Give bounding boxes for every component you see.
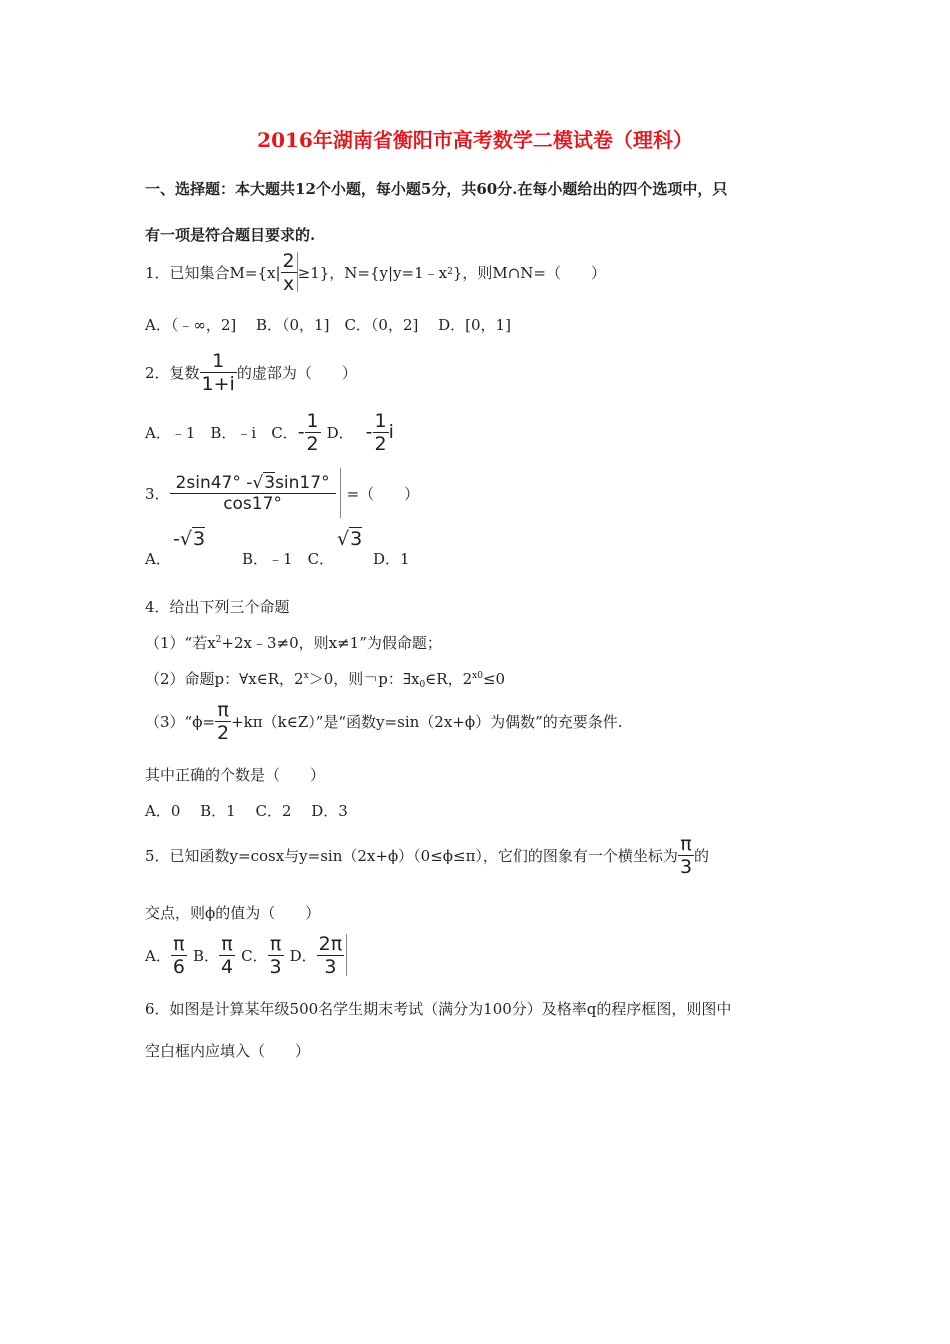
q3-opt-c-value: √3 [337, 528, 363, 550]
q5-c-fraction [268, 933, 284, 978]
q5-d-den: 3 [317, 955, 345, 978]
q1-frac-den: x [281, 272, 297, 295]
q5-a-label: A． [145, 946, 171, 965]
question-5-options [145, 932, 347, 978]
question-1-options: A．（﹣∞，2] B．（0，1] C．（0，2] D．[0，1] [145, 316, 511, 334]
q4-p2-c: ∈R，2 [425, 670, 473, 688]
q2-opt-c-sign: - [297, 421, 305, 443]
q2-opt-d-label: D． [326, 423, 354, 442]
q5-b-den: 4 [220, 955, 234, 978]
q4-p2-sup2: x0 [472, 671, 483, 681]
q3-numerator: 2sin47° -√3sin17° [175, 472, 330, 493]
q3-opt-c-rad: 3 [350, 528, 363, 550]
q2-opt-d-fraction [373, 410, 389, 455]
q5-text-pre: 5．已知函数y=cosx与y=sin（2x+ϕ）（0≤ϕ≤π），它们的图象有一个横坐标为 [145, 846, 678, 865]
q2-opt-c-num: 1 [306, 409, 319, 432]
q5-bar [346, 934, 347, 976]
q5-c-label: C． [241, 946, 268, 965]
q5-frac-num: π [680, 832, 692, 855]
q3-num-d: sin17° [275, 472, 330, 493]
q2-text-post: 的虚部为（ ） [236, 363, 357, 382]
q5-a-fraction [171, 933, 187, 978]
question-1-stem [145, 250, 606, 294]
q5-fraction [678, 833, 694, 878]
q3-label: 3． [145, 484, 170, 503]
q1-sup: 2 [447, 267, 453, 277]
q5-b-num: π [221, 932, 233, 955]
question-4-prop-3 [145, 696, 623, 746]
q3-opt-a-sign: - [173, 528, 180, 550]
q3-denominator: cos17° [170, 493, 336, 514]
q4-p3-num: π [217, 698, 229, 721]
q5-b-label: B． [192, 946, 219, 965]
q2-opt-c-den: 2 [306, 432, 319, 455]
q3-opt-a-rad: 3 [192, 528, 206, 550]
q3-opt-a-value: -√3 [173, 528, 206, 550]
q5-c-num: π [269, 932, 282, 955]
question-6-line1: 6．如图是计算某年级500名学生期末考试（满分为100分）及格率q的程序框图，则图中 [145, 1000, 732, 1018]
q2-opt-d-den: 2 [374, 432, 387, 455]
q1-frac-num: 2 [282, 249, 295, 272]
q4-p2-a: （2）命题p：∀x∈R，2 [145, 670, 304, 688]
q4-p1-sup: 2 [215, 635, 222, 645]
q2-text-pre: 2．复数 [145, 363, 200, 382]
q3-num-b: - [246, 472, 253, 493]
question-3-stem [145, 466, 419, 520]
question-5-stem [145, 830, 709, 880]
question-4-options: A．0 B．1 C．2 D．3 [145, 802, 348, 820]
q5-d-fraction [317, 933, 345, 978]
question-4-stem: 4．给出下列三个命题 [145, 598, 290, 616]
q4-p2-d: ≤0 [482, 670, 506, 688]
q4-p2-sup: x [303, 671, 309, 681]
q2-opt-d-unit: i [388, 421, 394, 443]
q4-p1-b: +2x﹣3≠0，则x≠1”为假命题； [221, 634, 442, 652]
q5-d-num: 2π [318, 932, 343, 955]
question-5-line2: 交点，则ϕ的值为（ ） [145, 904, 321, 922]
q2-frac-num: 1 [212, 349, 225, 372]
q4-p3-den: 2 [217, 721, 230, 744]
q1-fraction [281, 250, 297, 295]
q5-frac-den: 3 [679, 855, 693, 878]
q2-opt-abc: A．﹣1 B．﹣i C． [145, 423, 298, 442]
q5-b-fraction [219, 933, 235, 978]
section-heading-line1: 一、选择题：本大题共12个小题，每小题5分，共60分.在每小题给出的四个选项中，只 [145, 180, 728, 198]
q5-a-den: 6 [172, 955, 185, 978]
q3-fraction [170, 473, 336, 514]
q5-text-post: 的 [694, 846, 710, 865]
q2-fraction [200, 350, 237, 395]
q4-p2-sub: 0 [419, 680, 426, 690]
q1-text-tail: }，则M∩N=（ ） [452, 263, 606, 282]
q3-opt-bc: B．﹣1 C． [242, 550, 335, 568]
q2-frac-den: 1+i [201, 372, 235, 395]
q4-p1-a: （1）“若x [145, 634, 216, 652]
q4-p3-fraction [215, 699, 231, 744]
q3-num-a: 2sin47° [175, 472, 241, 493]
question-4-ask: 其中正确的个数是（ ） [145, 766, 326, 784]
q1-text-pre: 1．已知集合M={x| [145, 263, 281, 282]
q4-p3-b: +kπ（k∈Z）”是“函数y=sin（2x+ϕ）为偶数”的充要条件. [231, 712, 623, 731]
q5-c-den: 3 [269, 955, 282, 978]
question-2-options [145, 408, 394, 456]
q3-opt-a-label: A． [145, 550, 171, 568]
q3-bar [340, 468, 341, 518]
q4-p3-a: （3）“ϕ= [145, 712, 216, 731]
question-2-stem [145, 350, 357, 394]
q1-text-post: ≥1}，N={y|y=1﹣x [297, 263, 448, 282]
q5-d-label: D． [289, 946, 317, 965]
page-title: 2016年湖南省衡阳市高考数学二模试卷（理科） [257, 128, 693, 152]
q3-text-post: =（ ） [346, 484, 420, 503]
q3-opt-d: D．1 [373, 550, 410, 568]
q5-a-num: π [173, 932, 185, 955]
section-heading-line2: 有一项是符合题目要求的. [145, 226, 316, 244]
q4-p2-b: ＞0，则￢p：∃x [308, 670, 420, 688]
q2-opt-d-sign: - [365, 421, 373, 443]
question-4-prop-2 [145, 668, 505, 690]
question-6-line2: 空白框内应填入（ ） [145, 1042, 311, 1060]
q2-opt-d-num: 1 [374, 409, 387, 432]
q2-opt-c-fraction [305, 410, 321, 455]
question-4-prop-1 [145, 632, 442, 653]
q3-num-c: 3 [264, 472, 276, 493]
